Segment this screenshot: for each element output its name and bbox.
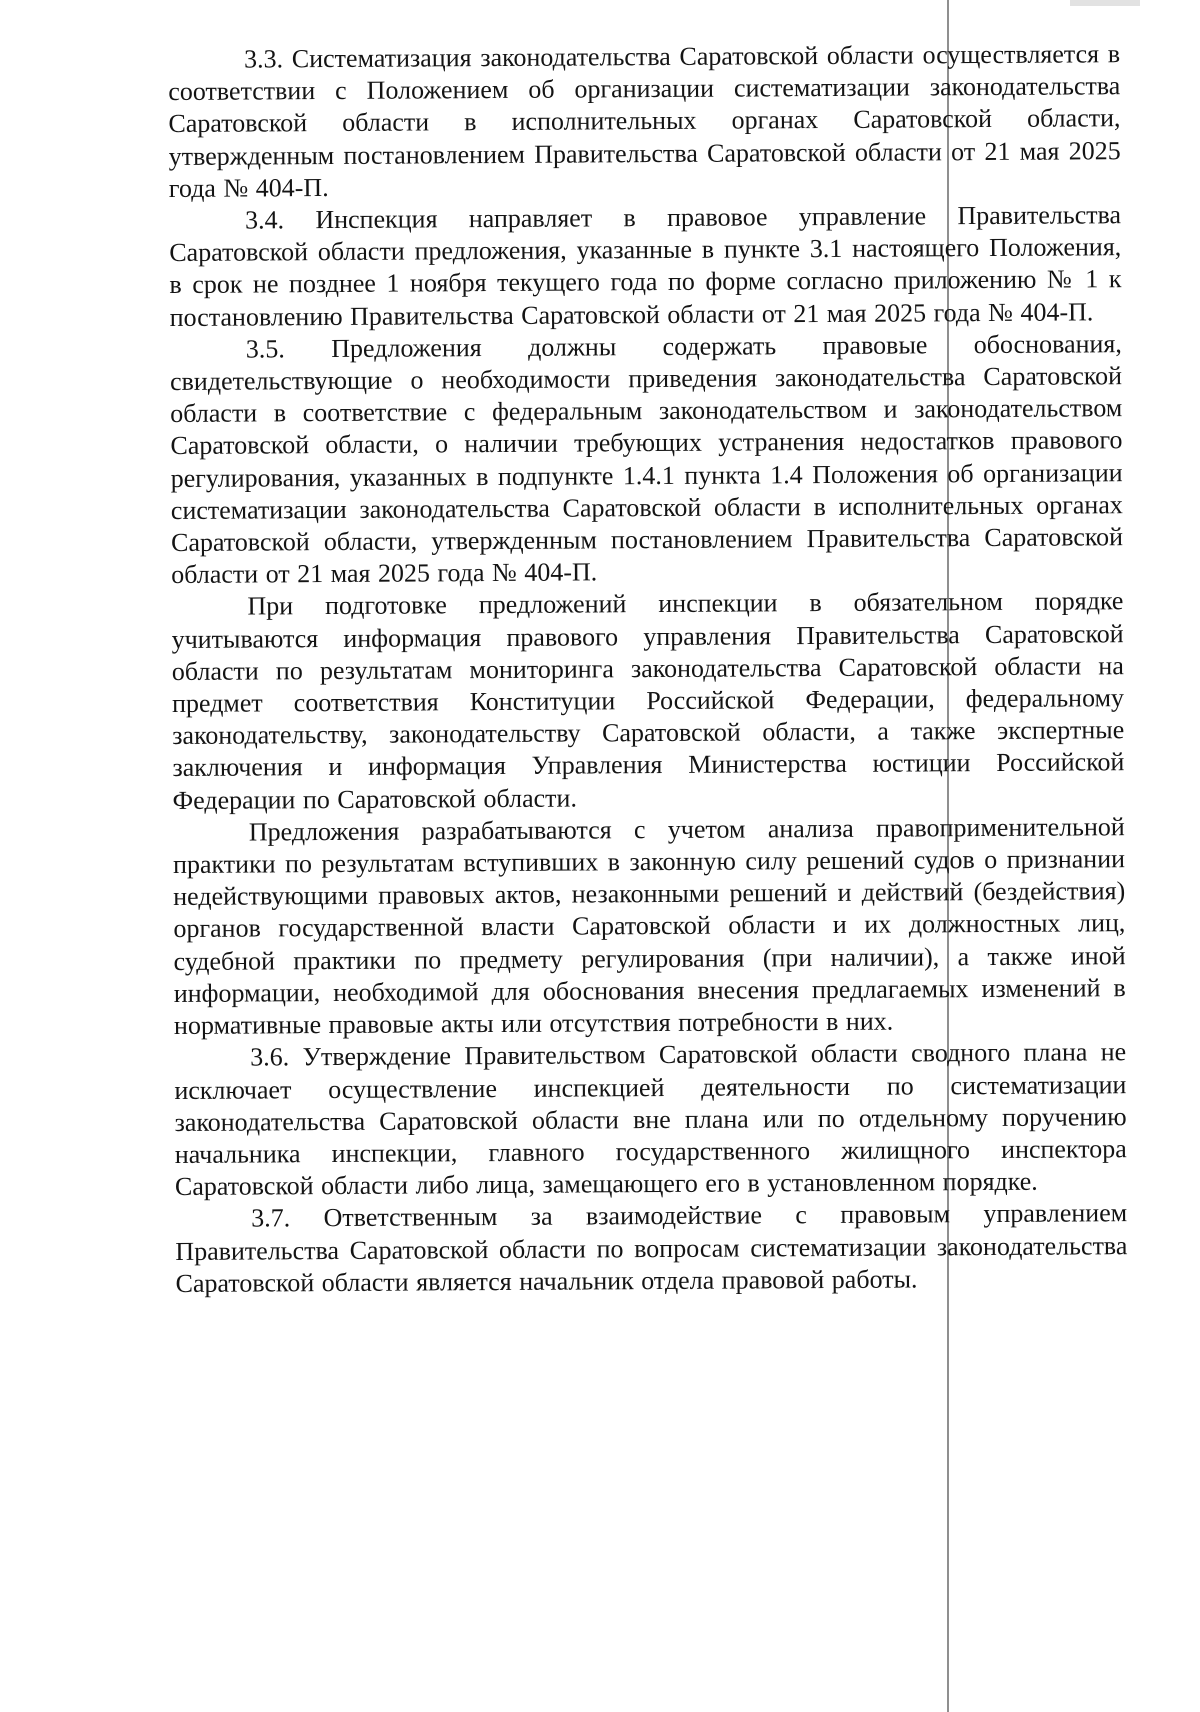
paragraph-3-6: 3.6. Утверждение Правительством Саратовской области сводного плана не исключает осуществление инспекцией деятельности по систематизации законодательства Саратовской области вне плана или по отдельному поручению начальника инспекции, главного государственного жилищного инспектора Саратовской области либо лица, замещающего его в установленном порядке. (174, 1037, 1127, 1202)
paragraph-3-5-analysis: Предложения разрабатываются с учетом анализа правоприменительной практики по результатам вступивших в законную силу решений судов о признании недействующими правовых актов, незаконными решений и действий (бездействия) органов государственной власти Саратовской области и их должностных лиц, судебной практики по предмету регулирования (при наличии), а также иной информации, необходимой для обоснования внесения предлагаемых изменений в нормативные правовые акты или отсутствия потребности в них. (172, 812, 1126, 1041)
paragraph-3-5: 3.5. Предложения должны содержать правовые обоснования, свидетельствующие о необходимости приведения законодательства Саратовской области в соответствие с федеральным законодательством и законодательством Саратовской области, о наличии требующих устранения недостатков правового регулирования, указанных в подпункте 1.4.1 пункта 1.4 Положения об организации систематизации законодательства Саратовской области в исполнительных органах Саратовской области, утвержденным постановлением Правительства Саратовской области от 21 мая 2025 года № 404-П. (169, 329, 1124, 590)
paragraph-3-3: 3.3. Систематизация законодательства Саратовской области осуществляется в соответствии с Положением об организации систематизации законодательства Саратовской области в исполнительных органах Саратовской области, утвержденным постановлением Правительства Саратовской области от 21 мая 2025 года № 404-П. (168, 39, 1121, 203)
document-body (168, 38, 1128, 1300)
paragraph-3-7: 3.7. Ответственным за взаимодействие с правовым управлением Правительства Саратовской области по вопросам систематизации законодательства Саратовской области является начальник отдела правовой работы. (175, 1198, 1128, 1298)
scan-artifact (1070, 0, 1140, 6)
paragraph-3-4: 3.4. Инспекция направляет в правовое управление Правительства Саратовской области предложения, указанные в пункте 3.1 настоящего Положения, в срок не позднее 1 ноября текущего года по форме согласно приложению № 1 к постановлению Правительства Саратовской области от 21 мая 2025 года № 404-П. (169, 200, 1122, 332)
paragraph-3-5-preparation: При подготовке предложений инспекции в обязательном порядке учитываются информация правового управления Правительства Саратовской области по результатам мониторинга законодательства Саратовской области на предмет соответствия Конституции Российской Федерации, федеральному законодательству, законодательству Саратовской области, а также экспертные заключения и информация Управления Министерства юстиции Российской Федерации по Саратовской области. (171, 586, 1125, 815)
